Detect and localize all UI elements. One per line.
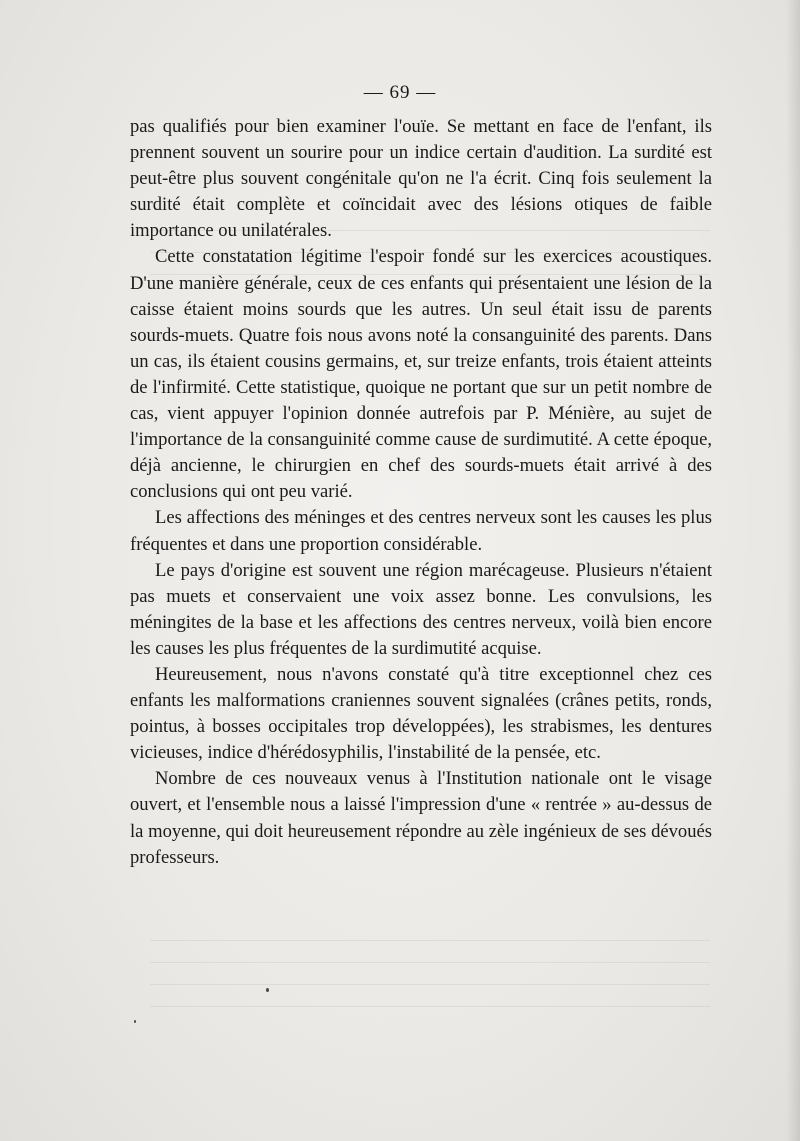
paragraph: Nombre de ces nouveaux venus à l'Institution nationale ont le visage ouvert, et l'ensemble nous a laissé l'impression d'une « rentrée » au-dessus de la moyenne, qui doit heureusement répondre au zèle ingénieux de ses dévoués professeurs.: [130, 768, 712, 868]
paragraph: Les affections des méninges et des centres nerveux sont les causes les plus fréquentes et dans une proportion considérable.: [130, 507, 712, 555]
paragraph: Le pays d'origine est souvent une région marécageuse. Plusieurs n'étaient pas muets et conservaient une voix assez bonne. Les convulsions, les méningites de la base et les affections des centres nerveux, voilà bien encore les causes les plus fréquentes de la surdimutité acquise.: [130, 559, 712, 659]
body-text: [130, 114, 712, 871]
paragraph: Heureusement, nous n'avons constaté qu'à titre exceptionnel chez ces enfants les malformations craniennes souvent signalées (crânes petits, ronds, pointus, à bosses occipitales trop développées), les strabismes, les dentures vicieuses, indice d'hérédosyphilis, l'instabilité de la pensée, etc.: [130, 663, 712, 764]
page-number: — 69 —: [363, 82, 437, 103]
paragraph: Cette constatation légitime l'espoir fondé sur les exercices acoustiques. D'une manière générale, ceux de ces enfants qui présentaient une lésion de la caisse étaient moins sourds que les autres. Un seul était issu de parents sourds-muets. Quatre fois nous avons noté la consanguinité des parents. Dans un cas, ils étaient cousins germains, et, sur treize enfants, trois étaient atteints de l'infirmité. Cette statistique, quoique ne portant que sur un petit nombre de cas, vient appuyer l'opinion donnée autrefois par P. Ménière, au sujet de l'importance de la consanguinité comme cause de surdimutité. A cette époque, déjà ancienne, le chirurgien en chef des sourds-muets était arrivé à des conclusions qui ont peu varié.: [130, 246, 712, 503]
paragraph: pas qualifiés pour bien examiner l'ouïe. Se mettant en face de l'enfant, ils prennent souvent un sourire pour un indice certain d'audition. La surdité est peut-être plus souvent congénitale qu'on ne l'a écrit. Cinq fois seulement la surdité était complète et coïncidait avec des lésions otiques de faible importance ou unilatérales.: [130, 116, 712, 242]
show-through-texture: [150, 940, 710, 1020]
ink-speck: [134, 1020, 136, 1023]
ink-speck: [266, 988, 269, 992]
page-edge-shadow: [786, 0, 800, 1141]
